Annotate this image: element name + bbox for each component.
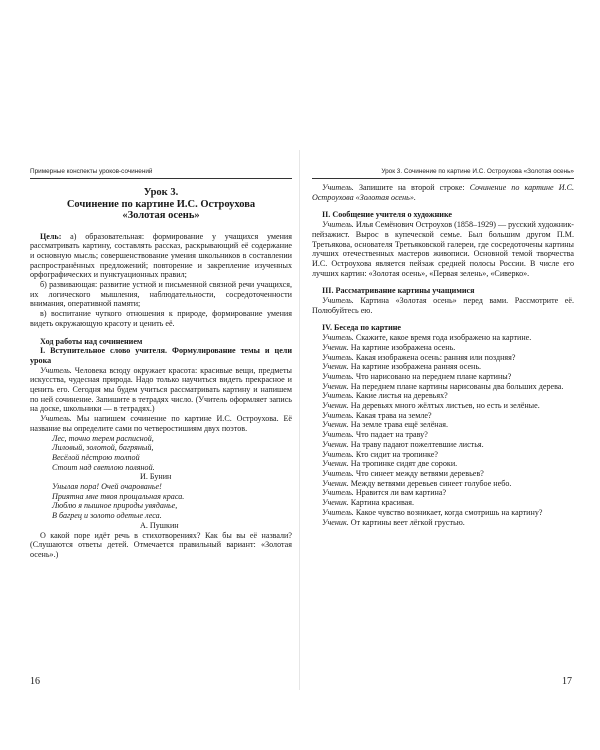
lesson-title-line-3: «Золотая осень» xyxy=(122,210,200,221)
dialogue-speaker: Ученик. xyxy=(322,342,349,352)
dialogue-line xyxy=(312,401,574,411)
poem-1-line-2: Лиловый, золотой, багряный, xyxy=(52,443,154,453)
right-paragraph-1-text: Запишите на второй строке: xyxy=(353,183,470,192)
dialogue-speaker: Учитель. xyxy=(322,391,354,401)
spacer xyxy=(30,329,292,337)
dialogue-speaker: Ученик. xyxy=(322,420,349,430)
dialogue-speaker: Ученик. xyxy=(322,517,349,527)
dialogue-text: На картине изображена осень. xyxy=(348,342,456,352)
right-page-content xyxy=(312,183,574,527)
spacer xyxy=(312,278,574,286)
page-number-right: 17 xyxy=(562,676,572,687)
dialogue-text: На переднем плане картины нарисованы два больших дерева. xyxy=(348,381,564,391)
dialogue-text: Нравится ли вам картина? xyxy=(353,488,447,498)
dialogue-speaker: Учитель. xyxy=(322,449,354,459)
dialogue-line xyxy=(312,382,574,392)
dialogue-line xyxy=(312,459,574,469)
dialogue-speaker: Ученик. xyxy=(322,459,349,469)
section-3-paragraph xyxy=(312,296,574,315)
dialogue-line xyxy=(312,430,574,440)
dialogue-text: Какие листья на деревьях? xyxy=(353,391,448,401)
section-1-paragraph-1 xyxy=(30,366,292,415)
section-1-paragraph-1-text: Человека всюду окружает красота: красивые вещи, предметы искусства, чудесная природа. Надо только научиться видеть прекрасное и ценить его. Сегодня мы будем учиться рассматривать картину и напишем по ней сочинение. Запишите в тетрадях число. (Учитель оформляет запись на доске, школьники — в тетрадях.) xyxy=(30,365,292,414)
dialogue-text: Какое чувство возникает, когда смотришь на картину? xyxy=(353,507,543,517)
left-page-content xyxy=(30,183,292,560)
poem-2-line-4: В багрец и золото одетые леса. xyxy=(52,511,162,521)
dialogue-text: На деревьях много жёлтых листьев, но есть и зелёные. xyxy=(348,401,540,411)
spacer xyxy=(312,315,574,323)
dialogue-speaker: Учитель. xyxy=(322,333,354,343)
dialogue-line xyxy=(312,508,574,518)
header-rule-left xyxy=(30,178,292,179)
dialogue-line xyxy=(312,411,574,421)
poem-1-line-4: Стоит над светлою поляной. xyxy=(52,462,155,472)
dialogue-speaker: Учитель. xyxy=(322,352,354,362)
dialogue-line xyxy=(312,479,574,489)
course-heading: Ход работы над сочинением xyxy=(40,336,143,346)
spacer xyxy=(312,202,574,210)
dialogue-line xyxy=(312,469,574,479)
dialogue-line xyxy=(312,391,574,401)
speaker-teacher: Учитель. xyxy=(322,183,354,192)
dialogue-speaker: Ученик. xyxy=(322,498,349,508)
dialogue-text: На тропинке сидят две сороки. xyxy=(348,459,458,469)
dialogue-text: Что нарисовано на переднем плане картины? xyxy=(353,371,512,381)
goals-paragraph-c: в) воспитание чуткого отношения к природе, формирование умения видеть окружающую красоту и ценить её. xyxy=(30,309,292,328)
dialogue-text: Что падает на траву? xyxy=(353,430,428,440)
dialogue-line xyxy=(312,420,574,430)
dialogue-line xyxy=(312,498,574,508)
dialogue-line xyxy=(312,333,574,343)
section-2-heading: II. Сообщение учителя о художнике xyxy=(322,210,453,220)
dialogue-speaker: Учитель. xyxy=(322,410,354,420)
dialogue-speaker: Ученик. xyxy=(322,381,349,391)
section-2-paragraph xyxy=(312,220,574,278)
dialogue-speaker: Ученик. xyxy=(322,478,349,488)
goals-paragraph-a xyxy=(30,232,292,281)
dialogue-text: Что синеет между ветвями деревьев? xyxy=(353,468,484,478)
dialogue-line xyxy=(312,372,574,382)
poem-1-line-1: Лес, точно терем расписной, xyxy=(52,433,154,443)
dialogue-text: Какая изображена осень: ранняя или поздняя? xyxy=(353,352,516,362)
dialogue-line xyxy=(312,343,574,353)
section-4-heading: IV. Беседа по картине xyxy=(322,323,401,333)
speaker-teacher: Учитель. xyxy=(322,220,354,230)
dialogue-speaker: Учитель. xyxy=(322,507,354,517)
essay-title-italic: Сочинение по картине И.С. Остроухова «Золотая осень». xyxy=(312,183,574,202)
dialogue-line xyxy=(312,353,574,363)
right-page xyxy=(300,0,600,750)
dialogue-speaker: Учитель. xyxy=(322,430,354,440)
dialogue-speaker: Учитель. xyxy=(322,468,354,478)
dialogue-line xyxy=(312,488,574,498)
dialogue-speaker: Ученик. xyxy=(322,439,349,449)
goals-lead: Цель: xyxy=(40,231,62,241)
lesson-title-line-2: Сочинение по картине И.С. Остроухова xyxy=(66,198,256,210)
dialogue-text: На картине изображена ранняя осень. xyxy=(348,362,482,372)
dialogue-text: От картины веет лёгкой грустью. xyxy=(348,517,465,527)
speaker-teacher: Учитель. xyxy=(322,296,354,306)
dialogue-text: Какая трава на земле? xyxy=(353,410,432,420)
dialogue-speaker: Ученик. xyxy=(322,401,349,411)
section-1-paragraph-2-text: Мы напишем сочинение по картине И.С. Остроухова. Её название вы определите сами по четверостишиям двух поэтов. xyxy=(30,414,292,433)
poem-2-line-3: Люблю я пышное природы увяданье, xyxy=(52,501,178,511)
speaker-teacher: Учитель. xyxy=(40,365,72,375)
goals-paragraph-b: б) развивающая: развитие устной и письменной связной речи учащихся, их логического мышления, наблюдательности, сосредоточенности внимания, оперативной памяти; xyxy=(30,280,292,309)
dialogue-text: На траву падают пожелтевшие листья. xyxy=(348,439,484,449)
dialogue-speaker: Учитель. xyxy=(322,488,354,498)
goals-a-text: а) образовательная: формирование у учащихся умения рассматривать картину, составлять рассказ, раскрывающий её содержание и основную мысль; совершенствование умения школьников в составлении распространённых предложений; повторение и закрепление изученных орфографических и пунктуационных правил; xyxy=(30,231,292,280)
dialogue-line xyxy=(312,362,574,372)
dialogue-text: Кто сидит на тропинке? xyxy=(353,449,438,459)
poem-2-author: А. Пушкин xyxy=(140,520,179,530)
poem-1-line-3: Весёлой пёстрою толпой xyxy=(52,452,140,462)
section-1-paragraph-3: О какой поре идёт речь в стихотворениях? Как бы вы её назвали? (Слушаются ответы детей. Отмечается правильный вариант: «Золотая осень».) xyxy=(30,530,292,559)
section-3-paragraph-text: Картина «Золотая осень» перед вами. Рассмотрите её. Полюбуйтесь ею. xyxy=(312,296,574,315)
header-rule-right xyxy=(312,178,574,179)
dialogue-list xyxy=(312,333,574,527)
section-1-heading: I. Вступительное слово учителя. Формулирование темы и цели урока xyxy=(30,346,292,365)
dialogue-text: Между ветвями деревьев синеет голубое небо. xyxy=(348,478,512,488)
dialogue-text: Скажите, какое время года изображено на картине. xyxy=(353,333,532,343)
running-head-right: Урок 3. Сочинение по картине И.С. Остроухова «Золотая осень» xyxy=(381,168,574,175)
dialogue-line xyxy=(312,518,574,528)
running-head-left: Примерные конспекты уроков-сочинений xyxy=(30,168,153,175)
speaker-teacher: Учитель. xyxy=(40,414,72,424)
section-2-paragraph-text: Илья Семёнович Остроухов (1858–1929) — русский художник-пейзажист. Вырос в купеческой семье. Был большим другом П.М. Третьякова, основателя Третьяковской галереи, где сосредоточены картины лучших отечественных мастеров живописи. Основной темой творчества И.С. Остроухова является пейзаж средней полосы России. В числе его лучших картин: «Золотая осень», «Первая зелень», «Сиверко». xyxy=(312,220,575,278)
section-3-heading: III. Рассматривание картины учащимися xyxy=(322,286,475,296)
dialogue-speaker: Ученик. xyxy=(322,362,349,372)
right-paragraph-1 xyxy=(312,183,574,202)
dialogue-text: Картина красивая. xyxy=(348,498,414,508)
lesson-title xyxy=(30,187,292,222)
page-number-left: 16 xyxy=(30,676,40,687)
lesson-title-line-1: Урок 3. xyxy=(143,187,179,198)
dialogue-line xyxy=(312,450,574,460)
section-1-paragraph-2 xyxy=(30,414,292,433)
poem-2-line-1: Унылая пора! Очей очарованье! xyxy=(52,482,162,492)
dialogue-text: На земле трава ещё зелёная. xyxy=(348,420,448,430)
poem-2-line-2: Приятна мне твоя прощальная краса. xyxy=(52,491,185,501)
poem-1-author: И. Бунин xyxy=(140,472,172,482)
dialogue-speaker: Учитель. xyxy=(322,371,354,381)
dialogue-line xyxy=(312,440,574,450)
